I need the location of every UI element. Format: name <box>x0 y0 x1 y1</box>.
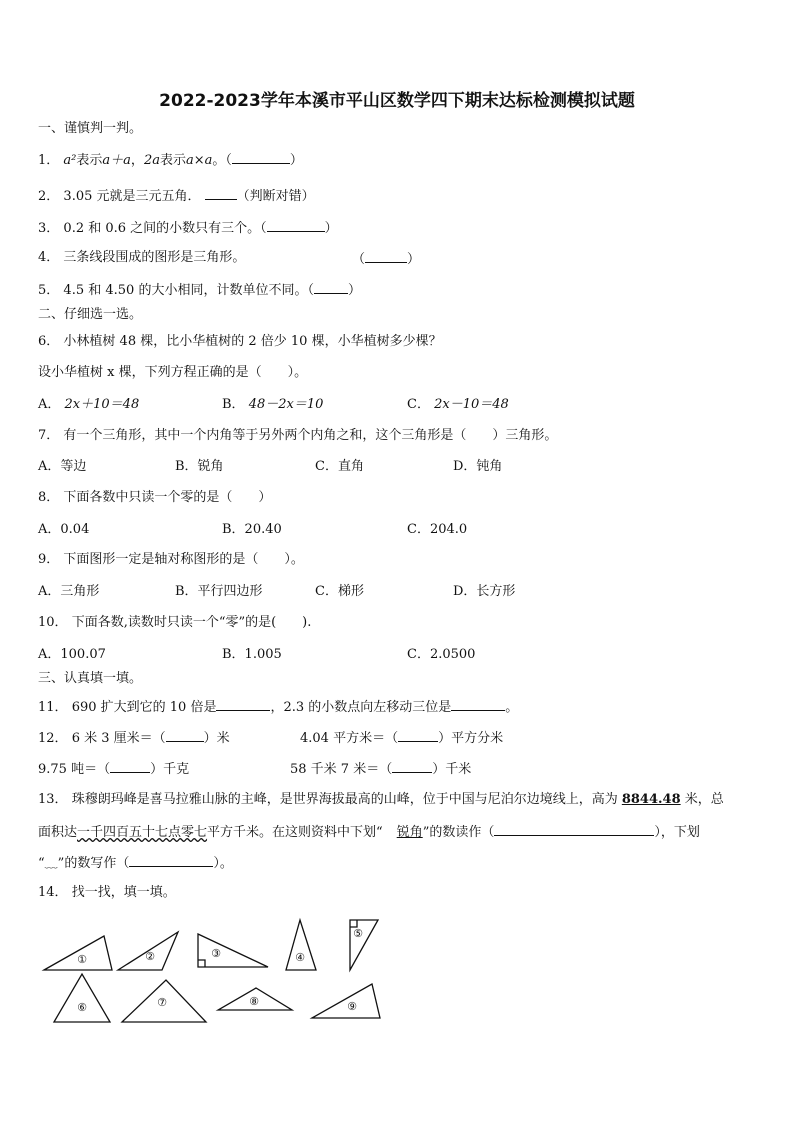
label-2: ② <box>145 950 155 963</box>
option-c[interactable]: C．2.0500 <box>407 647 476 662</box>
label-4: ④ <box>295 951 305 964</box>
question-text: ”的数读作（ <box>422 825 495 840</box>
question-text: ）千克 <box>150 762 190 777</box>
question-text: ，2.3 的小数点向左移动三位是 <box>270 700 452 715</box>
option-label: A． <box>38 397 61 412</box>
option-a[interactable]: A．0.04 <box>38 522 90 537</box>
question-text: 9.75 吨＝（ <box>38 762 111 777</box>
option-d[interactable]: D．钝角 <box>453 459 503 474</box>
label-8: ⑧ <box>249 995 259 1008</box>
question-text: 0.2 和 0.6 之间的小数只有三个。（ <box>63 221 267 236</box>
question-text: ） <box>347 283 361 298</box>
question-text: 6 米 3 厘米＝（ <box>71 731 166 746</box>
question-text: 珠穆朗玛峰是喜马拉雅山脉的主峰，是世界海拔最高的山峰，位于中国与尼泊尔边境线上，高为 <box>71 792 622 807</box>
math-expression: a² <box>63 153 77 168</box>
triangle-9 <box>312 984 380 1018</box>
label-7: ⑦ <box>157 996 167 1009</box>
label-5: ⑤ <box>353 927 363 940</box>
question-text: 找一找，填一填。 <box>71 885 176 900</box>
question-text: 面积达 <box>38 825 78 840</box>
question-number: 2． <box>38 189 60 204</box>
page-title: 2022-2023学年本溪市平山区数学四下期末达标检测模拟试题 <box>159 91 635 111</box>
right-angle-mark-5 <box>350 920 357 927</box>
option-a[interactable]: A．三角形 <box>38 584 100 599</box>
question-text: ） <box>324 221 338 236</box>
question-text: 有一个三角形，其中一个内角等于另外两个内角之和，这个三角形是（ ）三角形。 <box>63 428 558 443</box>
question-number: 1． <box>38 153 60 168</box>
text: 表示 <box>76 153 103 168</box>
right-angle-mark-3 <box>198 960 205 967</box>
question-text: ），下划 <box>654 825 700 840</box>
label-1: ① <box>77 953 87 966</box>
question-text: ）米 <box>203 731 230 746</box>
question-text: ）平方分米 <box>438 731 504 746</box>
triangle-3 <box>198 934 268 967</box>
question-text: ”的数写作（ <box>57 856 130 871</box>
paren: ） <box>407 252 421 267</box>
question-text: 4.04 平方米＝（ <box>300 731 399 746</box>
question-text: 小林植树 48 棵，比小华植树的 2 倍少 10 棵，小华植树多少棵？ <box>63 334 442 349</box>
section-2-heading: 二、仔细选一选。 <box>38 307 143 322</box>
question-number: 6． <box>38 334 60 349</box>
text: ， <box>130 153 144 168</box>
option-c[interactable]: C．204.0 <box>407 522 468 537</box>
question-text: 下面各数中只读一个零的是（ ） <box>63 490 272 505</box>
math-expression: 2a <box>143 153 160 168</box>
question-number: 4． <box>38 250 60 265</box>
math-expression: a×a <box>185 153 213 168</box>
section-3-heading: 三、认真填一填。 <box>38 671 143 686</box>
math-expression: 48－2x＝10 <box>248 397 324 412</box>
question-text: 下面各数,读数时只读一个“零”的是( ). <box>71 615 312 630</box>
triangle-6 <box>54 974 110 1022</box>
text: 。（ <box>212 153 232 168</box>
option-a[interactable]: A．100.07 <box>38 647 106 662</box>
option-a[interactable]: A．等边 <box>38 459 87 474</box>
question-number: 3． <box>38 221 60 236</box>
option-c[interactable]: C．梯形 <box>315 584 364 599</box>
option-b[interactable]: B．锐角 <box>175 459 224 474</box>
label-6: ⑥ <box>77 1001 87 1014</box>
option-label: C． <box>407 397 430 412</box>
label-3: ③ <box>211 947 221 960</box>
question-text: （判断对错） <box>236 189 315 204</box>
question-text: “ <box>38 856 45 871</box>
question-text: 3.05 元就是三元五角． <box>63 189 201 204</box>
question-text: ）。 <box>213 856 233 871</box>
question-text: 米，总 <box>680 792 724 807</box>
question-text: 下面图形一定是轴对称图形的是（ ）。 <box>63 552 304 567</box>
option-b[interactable]: B．20.40 <box>222 522 282 537</box>
option-b[interactable]: B．1.005 <box>222 647 282 662</box>
math-expression: 2x＋10＝48 <box>64 397 140 412</box>
wavy-underlined-number: 一千四百五十七点零七 <box>77 825 208 840</box>
section-1-heading: 一、谨慎判一判。 <box>38 121 143 136</box>
question-text: 4.5 和 4.50 的大小相同，计数单位不同。（ <box>63 283 314 298</box>
paren: （ <box>352 252 366 267</box>
question-number: 12． <box>38 731 68 746</box>
question-number: 10． <box>38 615 68 630</box>
text: ） <box>289 153 303 168</box>
question-text: 。 <box>505 700 519 715</box>
question-number: 14． <box>38 885 68 900</box>
text: 表示 <box>159 153 186 168</box>
question-6-sub: 设小华植树 x 棵，下列方程正确的是（ ）。 <box>38 365 308 380</box>
question-number: 13． <box>38 792 68 807</box>
question-number: 11． <box>38 700 68 715</box>
wavy-mark: ﹏ <box>44 856 58 871</box>
question-number: 7． <box>38 428 60 443</box>
option-label: B． <box>222 397 245 412</box>
question-number: 5． <box>38 283 60 298</box>
question-text: 690 扩大到它的 10 倍是 <box>71 700 217 715</box>
option-c[interactable]: C．直角 <box>315 459 364 474</box>
option-b[interactable]: B．平行四边形 <box>175 584 263 599</box>
question-text: 58 千米 7 米＝（ <box>290 762 393 777</box>
question-text: ）千米 <box>432 762 472 777</box>
math-expression: 2x－10＝48 <box>434 397 509 412</box>
math-expression: a＋a <box>102 153 131 168</box>
question-number: 9． <box>38 552 60 567</box>
underlined-number: 8844.48 <box>621 792 681 807</box>
question-number: 8． <box>38 490 60 505</box>
question-text: 三条线段围成的图形是三角形。 <box>63 250 246 265</box>
option-d[interactable]: D．长方形 <box>453 584 516 599</box>
underlined-word: 锐角 <box>396 825 423 840</box>
question-text: 平方千米。在这则资料中下划“ <box>207 825 383 840</box>
label-9: ⑨ <box>347 1000 357 1013</box>
